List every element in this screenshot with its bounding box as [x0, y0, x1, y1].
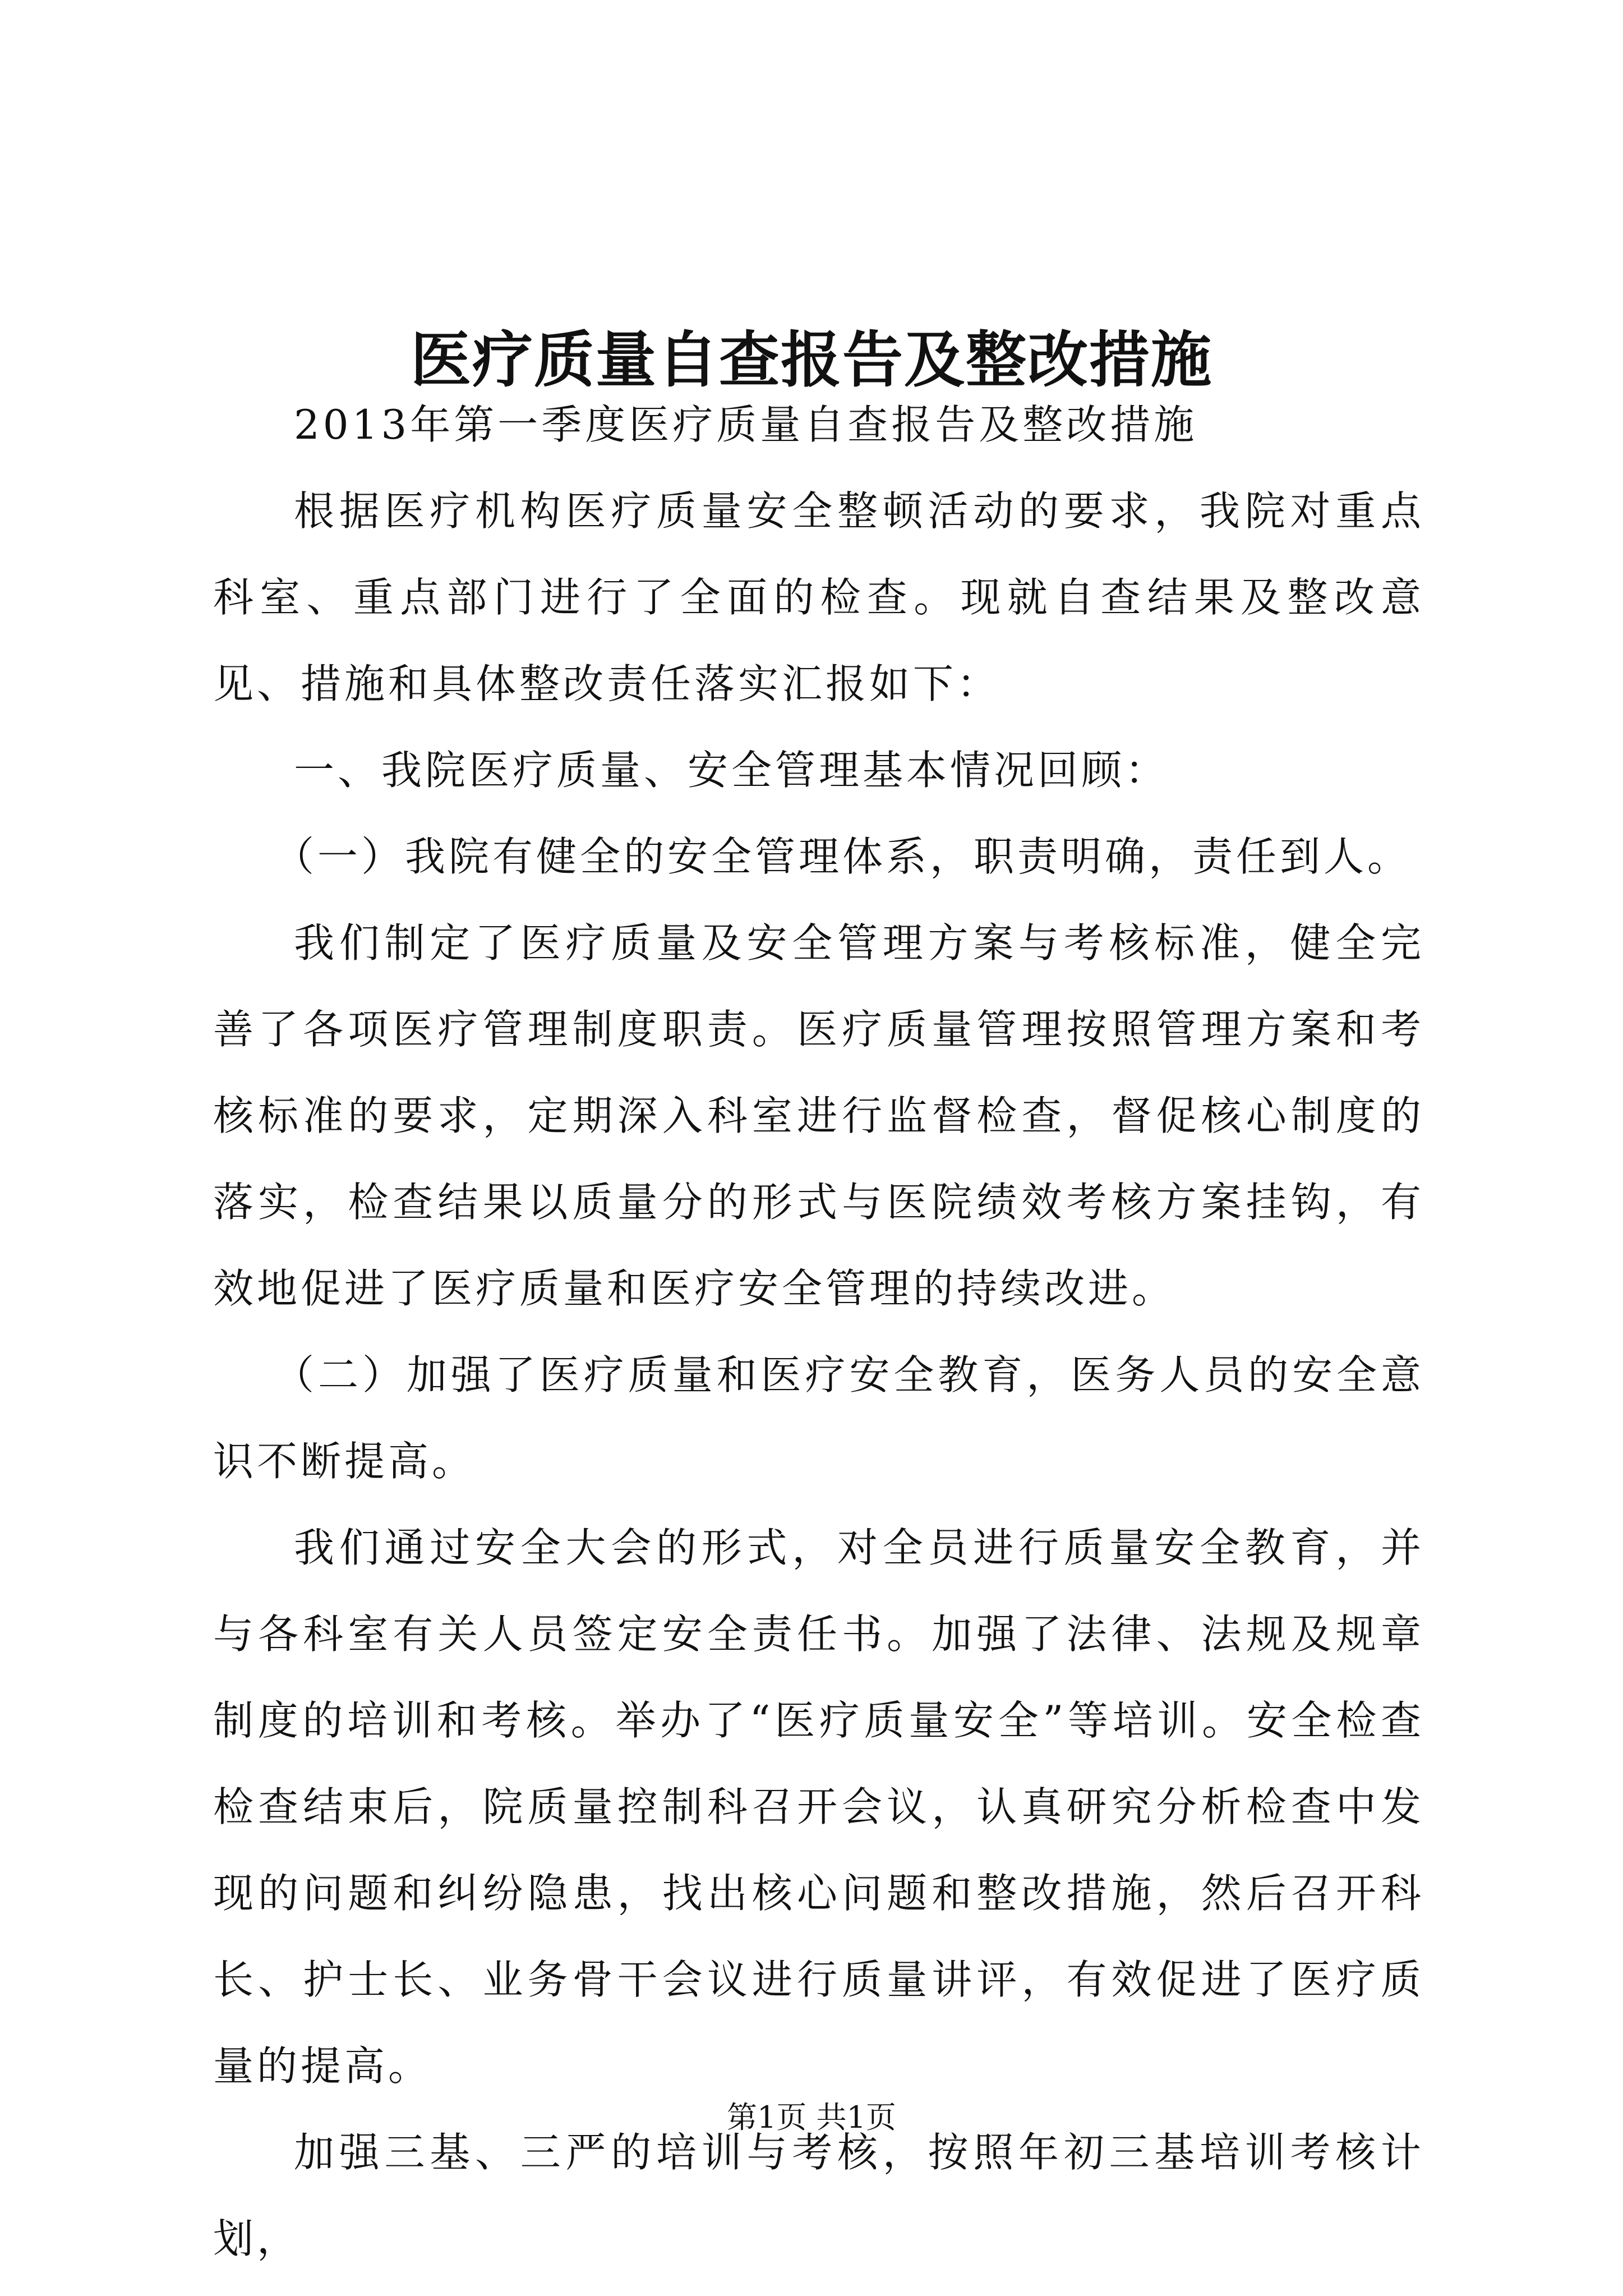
subsection-heading-1: （一）我院有健全的安全管理体系，职责明确，责任到人。	[274, 833, 1412, 880]
body-paragraph-1: 我们制定了医疗质量及安全管理方案与考核标准，健全完善了各项医疗管理制度职责。医疗质量管理按照管理方案和考核标准的要求，定期深入科室进行监督检查，督促核心制度的落实，检查结果以质量分的形式与医院绩效考核方案挂钩，有效地促进了医疗质量和医疗安全管理的持续改进。	[213, 919, 1424, 1312]
body-paragraph-2: 我们通过安全大会的形式，对全员进行质量安全教育，并与各科室有关人员签定安全责任书。加强了法律、法规及规章制度的培训和考核。举办了“医疗质量安全”等培训。安全检查检查结束后，院质量控制科召开会议，认真研究分析检查中发现的问题和纠纷隐患，找出核心问题和整改措施，然后召开科长、护士长、业务骨干会议进行质量讲评，有效促进了医疗质量的提高。	[213, 1524, 1424, 2090]
subsection-heading-2: （二）加强了医疗质量和医疗安全教育，医务人员的安全意识不断提高。	[213, 1351, 1424, 1485]
body-paragraph-3: 加强三基、三严的培训与考核，按照年初三基培训考核计划，	[213, 2129, 1424, 2262]
section-heading-1: 一、我院医疗质量、安全管理基本情况回顾：	[294, 747, 1169, 794]
page-footer: 第1页 共1页	[727, 2100, 896, 2135]
intro-paragraph: 根据医疗机构医疗质量安全整顿活动的要求，我院对重点科室、重点部门进行了全面的检查。现就自查结果及整改意见、措施和具体整改责任落实汇报如下：	[213, 487, 1424, 707]
document-title: 医疗质量自查报告及整改措施	[410, 325, 1212, 396]
subtitle-paragraph: 2013年第一季度医疗质量自查报告及整改措施	[294, 401, 1198, 448]
document-body	[213, 381, 1424, 2282]
